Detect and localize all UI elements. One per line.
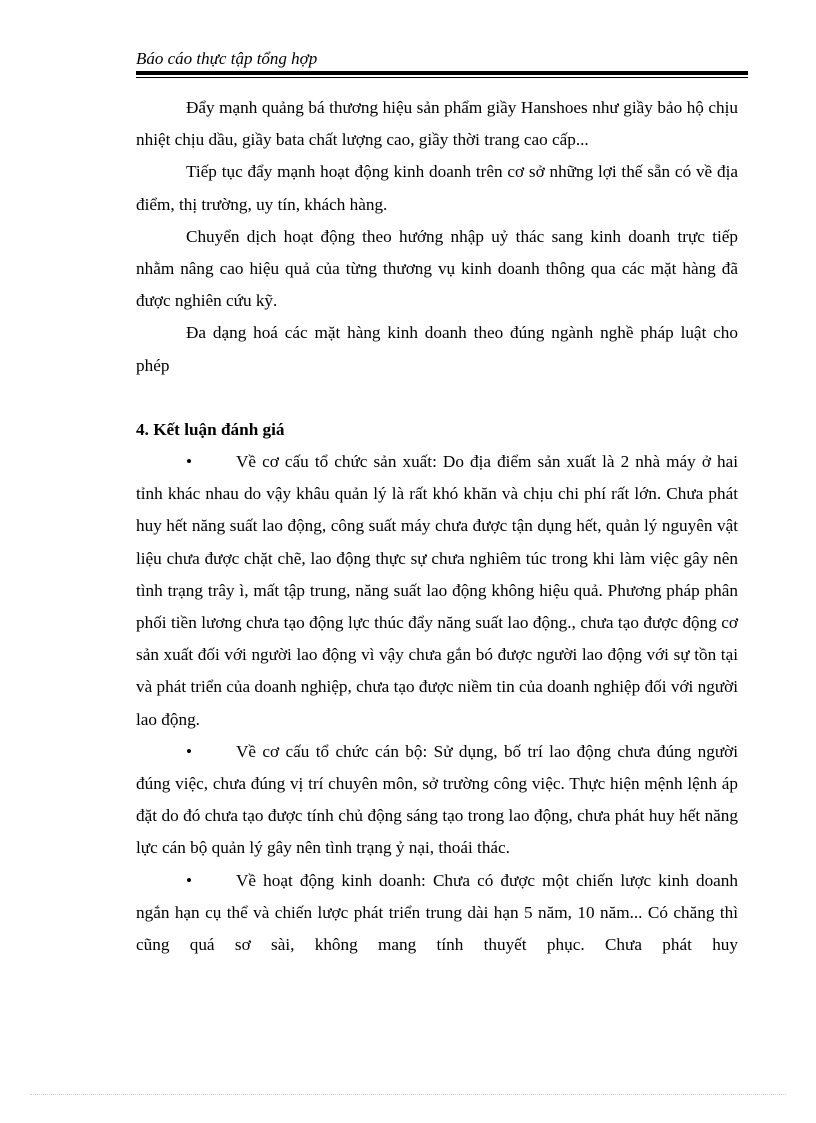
bullet-item-staff — [136, 736, 738, 865]
bullet-icon: • — [186, 741, 193, 761]
paragraph-2: Tiếp tục đẩy mạnh hoạt động kinh doanh trên cơ sở những lợi thế sẵn có về địa điểm, thị trường, uy tín, khách hàng. — [136, 162, 738, 214]
header-rule-thin — [136, 77, 748, 78]
bullet-icon: • — [186, 870, 193, 890]
bullet-icon: • — [186, 452, 193, 472]
paragraph-1: Đẩy mạnh quảng bá thương hiệu sản phẩm giầy Hanshoes như giầy bảo hộ chịu nhiệt chịu dầu, giầy bata chất lượng cao, giầy thời trang cao cấp... — [136, 98, 738, 150]
bullet-text: Về cơ cấu tổ chức cán bộ: Sử dụng, bố trí lao động chưa đúng người đúng việc, chưa đúng vị trí chuyên môn, sở trường công việc. Thực hiện mệnh lệnh áp đặt do đó chưa tạo được tính chủ động sáng tạo trong lao động, chưa phát huy hết năng lực cán bộ quản lý gây nên tình trạng ỷ nại, thoái thác. — [136, 741, 738, 858]
section-heading: 4. Kết luận đánh giá — [136, 419, 285, 439]
bullet-text: Về hoạt động kinh doanh: Chưa có được một chiến lược kinh doanh ngắn hạn cụ thể và chiến lược phát triển trung dài hạn 5 năm, 10 năm... Có chăng thì cũng quá sơ sài, không mang tính thuyết phục. Chưa phát huy — [136, 870, 738, 955]
blank-line — [136, 382, 738, 414]
document-body — [136, 92, 738, 961]
paragraph-4: Đa dạng hoá các mặt hàng kinh doanh theo đúng ngành nghề pháp luật cho phép — [136, 323, 738, 375]
bullet-item-production — [136, 446, 738, 736]
header-rule-thick — [136, 71, 748, 75]
running-header: Báo cáo thực tập tổng hợp — [136, 49, 318, 68]
bullet-item-business — [136, 865, 738, 962]
bullet-text: Về cơ cấu tổ chức sản xuất: Do địa điểm sản xuất là 2 nhà máy ở hai tỉnh khác nhau do vậy khâu quản lý là rất khó khăn và chịu chi phí rất lớn. Chưa phát huy hết năng suất lao động, công suất máy chưa được tận dụng hết, quản lý nguyên vật liệu chưa được chặt chẽ, lao động thực sự chưa nghiêm túc trong khi làm việc gây nên tình trạng trây ì, mất tập trung, năng suất lao động không hiệu quả. Phương pháp phân phối tiền lương chưa tạo động lực thúc đẩy năng suất lao động., chưa tạo được động cơ sản xuất đối với người lao động vì vậy chưa gắn bó được người lao động với sự tồn tại và phát triển của doanh nghiệp, chưa tạo được niềm tin của doanh nghiệp đối với người lao động. — [136, 452, 738, 729]
paragraph-3: Chuyển dịch hoạt động theo hướng nhập uỷ thác sang kinh doanh trực tiếp nhằm nâng cao hiệu quả của từng thương vụ kinh doanh thông qua các mặt hàng đã được nghiên cứu kỹ. — [136, 226, 738, 311]
page-bottom-border — [30, 1094, 786, 1095]
